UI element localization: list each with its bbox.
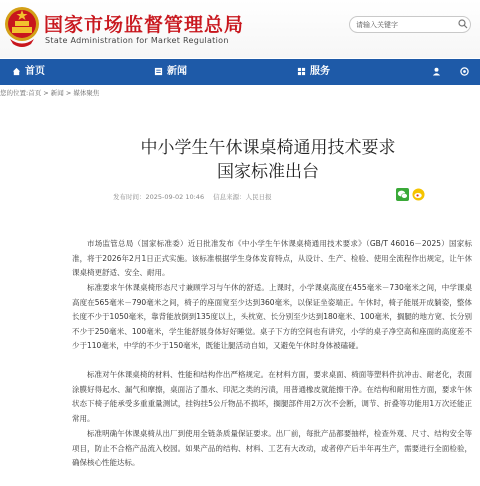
nav-news[interactable] [154,59,187,85]
article-paragraph: 标准明确午休课桌椅从出厂到使用全链条质量保证要求。出厂前，每批产品都要抽样，检查外观、尺寸、结构安全等项目，防止不合格产品流入校园。如果产品的结构、材料、工艺有大改动，或者停产后半年再生产，需要进行全面检验，确保核心性能达标。 [72,429,472,467]
article-title: 中小学生午休课桌椅通用技术要求 [140,138,396,158]
article-title: 国家标准出台 [217,162,319,182]
search-input[interactable] [349,16,471,33]
weibo-icon[interactable] [412,188,425,201]
breadcrumb [0,88,99,97]
user-icon [432,67,441,76]
site-title: 国家市场监督管理总局 [44,14,245,36]
nav-news-label: 新闻 [167,66,187,77]
site-subtitle: State Administration for Market Regulation [45,36,229,45]
article-paragraph: 市场监管总局（国家标准委）近日批准发布《中小学生午休课桌椅通用技术要求》（GB/T 46016－2025）国家标准，将于2026年2月1日正式实施。该标准根据学生身体发育特点，从设计、生产、检验、使用全流程作出规定，让午休课桌椅更舒适、安全、耐用。 [72,239,472,277]
article-paragraph: 标准要求午休课桌椅形态尺寸兼顾学习与午休的舒适。上课时，小学课桌高度在455毫米－730毫米之间，中学课桌高度在565毫米－790毫米之间，椅子的座面宽至少达到360毫米，以保证坐姿端正。午休时，椅子能展开成躺姿，整体长度不少于1050毫米，靠背能放倒到135度以上，头枕宽、长分别至少达到180毫米、100毫米，搁腿的地方宽、长分别不少于250毫米、100毫米，学生能舒展身体好好睡觉。桌子下方的空间也有讲究，小学的桌子净空高和座面的高度差不少于110毫米，中学的不少于150毫米，既能让腿活动自如，又避免午休时身体被磕碰。 [72,283,472,350]
search-icon[interactable] [458,19,468,29]
nav-interaction[interactable] [460,59,473,85]
publish-time: 发布时间：2025-09-02 10:46 [113,193,205,201]
nav-home[interactable] [12,59,45,85]
breadcrumb-home[interactable]: 您的位置:首页 [0,89,42,97]
nav-service[interactable] [297,59,330,85]
nav-service-label: 服务 [310,66,330,77]
service-icon [297,67,306,76]
article-paragraph: 标准对午休课桌椅的材料、性能和结构作出严格规定。在材料方面，要求桌面、椅面等塑料件抗冲击、耐老化，表面涂膜好得起水、漏气和摩擦，桌面沾了墨水、印泥之类的污渍，用普通橡皮就能擦干净。在结构和耐用性方面，要求午休状态下椅子能承受多重重量测试，挂钩挂5公斤物品不损坏，搁腿部件用2万次不会断，调节、折叠等功能用1万次还能正常用。 [72,370,472,423]
nav-user[interactable] [432,59,445,85]
newspaper-icon [154,67,163,76]
article-meta [113,192,281,201]
site-header [0,0,480,58]
breadcrumb-separator: > [41,89,51,97]
nav-home-label: 首页 [25,66,45,77]
wechat-icon[interactable] [396,188,409,201]
breadcrumb-news[interactable]: 新闻 [50,89,64,97]
national-emblem-icon[interactable] [3,4,41,50]
interaction-icon [460,67,469,76]
home-icon [12,67,21,76]
article-source: 信息来源：人民日报 [213,193,272,201]
breadcrumb-media[interactable]: 媒体聚焦 [73,89,100,97]
main-nav [0,59,480,85]
breadcrumb-separator: > [63,89,74,97]
